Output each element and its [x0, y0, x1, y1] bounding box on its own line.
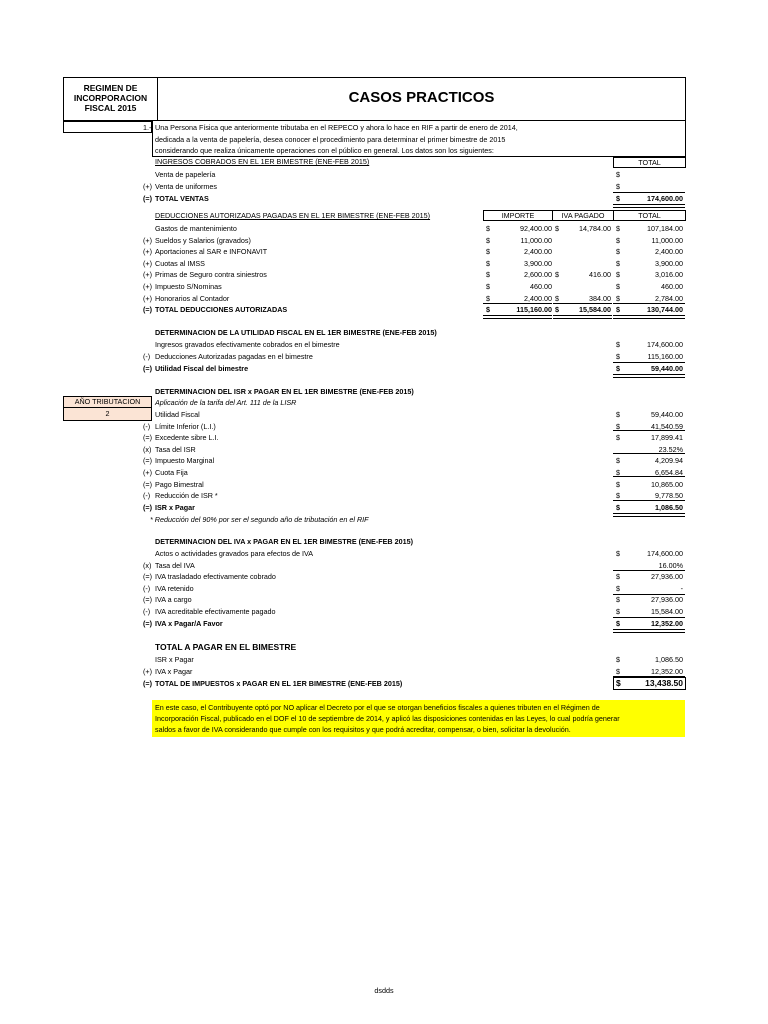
intro-left-border [152, 121, 153, 156]
regimen-line1: REGIMEN DE [83, 83, 138, 93]
deducciones-total-iva: 15,584.00 [579, 305, 611, 314]
iva-row-label: IVA acreditable efectivamente pagado [155, 607, 276, 616]
iva-total-label: IVA x Pagar/A Favor [155, 619, 223, 628]
iva-row-currency: $ [616, 595, 620, 605]
ingresos-row-label: Venta de papelería [155, 170, 216, 179]
isr-total-currency: $ [616, 503, 620, 512]
iva-underline-retenido [613, 594, 685, 595]
page-title: CASOS PRACTICOS [348, 89, 495, 106]
deducciones-total-label: TOTAL DEDUCCIONES AUTORIZADAS [155, 305, 288, 314]
deducciones-double-line-iva [553, 315, 612, 319]
iva-underline-acreditable [613, 617, 685, 618]
utilidad-row-currency: $ [616, 340, 620, 349]
total-pagar-total-label: TOTAL DE IMPUESTOS x PAGAR EN EL 1ER BIMESTRE (ENE-FEB 2015) [155, 679, 403, 688]
deducciones-total-c3: $ [616, 305, 620, 314]
deducciones-row-label: Aportaciones al SAR e INFONAVIT [155, 247, 268, 257]
deducciones-row-importe: 460.00 [530, 282, 552, 291]
iva-row-label: Actos o actividades gravados para efectos de IVA [155, 549, 314, 558]
iva-row-sign: (-) [143, 583, 151, 593]
isr-row-value: 10,865.00 [651, 479, 683, 489]
iva-total-sign: (=) [143, 619, 152, 628]
isr-row-sign: (x) [143, 444, 152, 454]
deducciones-row-importe: 2,600.00 [524, 270, 552, 280]
isr-underline-cuota [613, 476, 685, 477]
total-pagar-row-label: ISR x Pagar [155, 655, 194, 664]
deducciones-total-header: TOTAL [638, 211, 661, 220]
iva-row-currency: $ [616, 583, 620, 593]
deducciones-row-sign: (+) [143, 235, 152, 245]
ingresos-row-label: Venta de uniformes [155, 181, 217, 191]
deducciones-underline-total [613, 303, 685, 304]
utilidad-total-currency: $ [616, 364, 620, 373]
deducciones-row-c3: $ [616, 235, 620, 245]
isr-note: * Reducción del 90% por ser el segundo año de tributación en el RIF [150, 515, 369, 524]
deducciones-double-line-importe [483, 315, 552, 319]
iva-row-value: 15,584.00 [651, 607, 683, 616]
isr-subheading: Aplicación de la tarifa del Art. 111 de la LISR [155, 398, 297, 407]
isr-row-currency: $ [616, 456, 620, 466]
iva-row-sign: (=) [143, 595, 152, 605]
isr-row-value: 41,540.59 [651, 421, 683, 431]
ingresos-underline [613, 192, 685, 193]
deducciones-row-sign: (+) [143, 282, 152, 291]
isr-underline-tasa [613, 453, 685, 454]
ingresos-row-currency: $ [616, 181, 620, 191]
isr-row-value: 9,778.50 [655, 491, 683, 501]
deducciones-row-c1: $ [486, 258, 490, 268]
deducciones-iva-header: IVA PAGADO [561, 211, 605, 220]
isr-row-sign: (-) [143, 491, 151, 501]
utilidad-row-label: Ingresos gravados efectivamente cobrados en el bimestre [155, 340, 340, 349]
deducciones-importe-header: IMPORTE [501, 211, 535, 220]
isr-row-sign: (=) [143, 456, 152, 466]
isr-row-label: Tasa del ISR [155, 444, 196, 454]
iva-row-value: 27,936.00 [651, 595, 683, 605]
total-pagar-row-sign: (+) [143, 666, 152, 676]
isr-underline-reduccion [613, 500, 685, 501]
isr-total-label: ISR x Pagar [155, 503, 195, 512]
deducciones-row-label: Primas de Seguro contra siniestros [155, 270, 267, 280]
isr-row-value: 23.52% [658, 444, 683, 454]
isr-row-currency: $ [616, 421, 620, 431]
utilidad-total-value: 59,440.00 [651, 364, 683, 373]
utilidad-heading: DETERMINACION DE LA UTILIDAD FISCAL EN EL 1ER BIMESTRE (ENE-FEB 2015) [155, 328, 437, 337]
deducciones-row-iva: 14,784.00 [579, 224, 611, 233]
deducciones-heading: DEDUCCIONES AUTORIZADAS PAGADAS EN EL 1ER BIMESTRE (ENE-FEB 2015) [155, 211, 431, 220]
deducciones-row-sign: (+) [143, 270, 152, 280]
iva-row-label: IVA a cargo [155, 595, 192, 605]
iva-row-value: 27,936.00 [651, 572, 683, 582]
iva-row-label: IVA trasladado efectivamente cobrado [155, 572, 276, 582]
deducciones-row-c3: $ [616, 258, 620, 268]
utilidad-row-sign: (-) [143, 351, 151, 361]
conclusion-line2: Incorporación Fiscal, publicado en el DOF el 10 de septiembre de 2014, y aplicó las disposiciones contenidas en las Leyes, lo cual podría generar [155, 714, 620, 723]
ingresos-heading: INGRESOS COBRADOS EN EL 1ER BIMESTRE (ENE-FEB 2015) [155, 157, 370, 166]
deducciones-row-importe: 92,400.00 [520, 224, 552, 233]
footer-text: dsdds [374, 986, 394, 995]
iva-row-value: 174,600.00 [647, 549, 683, 558]
deducciones-row-iva: 384.00 [589, 293, 611, 303]
isr-double-line [613, 513, 685, 517]
isr-row-sign: (=) [143, 479, 152, 489]
ingresos-row-sign: (+) [143, 181, 152, 191]
deducciones-row-importe: 3,900.00 [524, 258, 552, 268]
total-pagar-row-currency: $ [616, 666, 620, 676]
total-pagar-total-value: 13,438.50 [645, 678, 683, 688]
deducciones-row-c1: $ [486, 282, 490, 291]
isr-row-sign: (+) [143, 468, 152, 477]
isr-row-label: Pago Bimestral [155, 479, 204, 489]
total-pagar-row-value: 1,086.50 [655, 655, 683, 664]
ingresos-double-line [613, 204, 685, 208]
isr-row-value: 4,209.94 [655, 456, 683, 466]
utilidad-row-value: 174,600.00 [647, 340, 683, 349]
utilidad-total-sign: (=) [143, 364, 152, 373]
utilidad-row-value: 115,160.00 [647, 351, 683, 361]
deducciones-row-c3: $ [616, 270, 620, 280]
iva-row-sign: (x) [143, 560, 152, 570]
deducciones-row-label: Cuotas al IMSS [155, 258, 205, 268]
isr-row-label: Cuota Fija [155, 468, 188, 477]
deducciones-underline-importe [483, 303, 552, 304]
total-pagar-row-label: IVA x Pagar [155, 666, 193, 676]
deducciones-row-c1: $ [486, 235, 490, 245]
deducciones-row-total: 11,000.00 [651, 235, 683, 245]
iva-row-sign: (=) [143, 572, 152, 582]
isr-row-sign: (=) [143, 433, 152, 443]
total-pagar-heading: TOTAL A PAGAR EN EL BIMESTRE [155, 642, 297, 652]
iva-row-value: - [680, 583, 683, 593]
isr-row-currency: $ [616, 433, 620, 443]
iva-row-currency: $ [616, 607, 620, 616]
intro-right-border [685, 121, 686, 156]
isr-row-label: Impuesto Marginal [155, 456, 215, 466]
deducciones-row-c1: $ [486, 270, 490, 280]
isr-row-value: 17,899.41 [651, 433, 683, 443]
deducciones-row-total: 107,184.00 [647, 224, 683, 233]
total-pagar-total-sign: (=) [143, 679, 152, 688]
ingresos-total-currency: $ [616, 194, 620, 203]
deducciones-total-total: 130,744.00 [647, 305, 683, 314]
deducciones-row-c3: $ [616, 247, 620, 257]
deducciones-total-c1: $ [486, 305, 490, 314]
deducciones-row-c3: $ [616, 224, 620, 233]
isr-row-value: 59,440.00 [651, 410, 683, 419]
deducciones-row-total: 3,016.00 [655, 270, 683, 280]
deducciones-row-c2: $ [555, 224, 559, 233]
deducciones-row-c2: $ [555, 270, 559, 280]
ingresos-row-currency: $ [616, 170, 620, 179]
utilidad-double-line [613, 374, 685, 378]
ingresos-total-value: 174,600.00 [647, 194, 683, 203]
deducciones-row-label: Gastos de mantenimiento [155, 224, 237, 233]
iva-row-label: Tasa del IVA [155, 560, 195, 570]
conclusion-line1: En este caso, el Contribuyente optó por NO aplicar el Decreto por el que se otorgan beneficios fiscales a quienes tributen en el Régimen de [155, 703, 600, 712]
total-pagar-row-value: 12,352.00 [651, 666, 683, 676]
deducciones-row-sign: (+) [143, 258, 152, 268]
iva-double-line [613, 629, 685, 633]
ano-tributacion-label: AÑO TRIBUTACION [74, 397, 141, 406]
deducciones-row-total: 2,400.00 [655, 247, 683, 257]
regimen-line3: FISCAL 2015 [84, 103, 137, 113]
utilidad-row-label: Deducciones Autorizadas pagadas en el bimestre [155, 351, 313, 361]
deducciones-row-label: Honorarios al Contador [155, 293, 230, 303]
isr-row-label: Límite Inferior (L.I.) [155, 421, 216, 431]
deducciones-total-importe: 115,160.00 [516, 305, 552, 314]
iva-row-currency: $ [616, 549, 620, 558]
isr-row-label: Utilidad Fiscal [155, 410, 200, 419]
deducciones-row-label: Sueldos y Salarios (gravados) [155, 235, 251, 245]
deducciones-total-c2: $ [555, 305, 559, 314]
intro-line3: considerando que realiza únicamente operaciones con el público en general. Los datos son los siguientes: [155, 146, 494, 155]
iva-total-value: 12,352.00 [651, 619, 683, 628]
deducciones-row-sign: (+) [143, 247, 152, 257]
deducciones-double-line-total [613, 315, 685, 319]
ingresos-total-label: TOTAL VENTAS [155, 194, 209, 203]
deducciones-total-sign: (=) [143, 305, 152, 314]
isr-row-currency: $ [616, 468, 620, 477]
iva-row-currency: $ [616, 572, 620, 582]
isr-row-label: Excedente sibre L.I. [155, 433, 219, 443]
intro-number: 1.- [143, 123, 152, 132]
deducciones-row-c1: $ [486, 293, 490, 303]
deducciones-row-importe: 2,400.00 [524, 247, 552, 257]
intro-line1: Una Persona Física que anteriormente tributaba en el REPECO y ahora lo hace en RIF a partir de enero de 2014, [155, 123, 518, 132]
iva-total-currency: $ [616, 619, 620, 628]
isr-row-label: Reducción de ISR * [155, 491, 218, 501]
deducciones-row-c1: $ [486, 224, 490, 233]
deducciones-underline-iva [553, 303, 612, 304]
isr-total-sign: (=) [143, 503, 152, 512]
deducciones-row-importe: 2,400.00 [524, 293, 552, 303]
deducciones-row-c3: $ [616, 282, 620, 291]
iva-row-sign: (-) [143, 607, 151, 616]
deducciones-row-c1: $ [486, 247, 490, 257]
regimen-sub-box [63, 121, 152, 133]
deducciones-row-iva: 416.00 [589, 270, 611, 280]
ingresos-total-sign: (=) [143, 194, 152, 203]
total-pagar-row-currency: $ [616, 655, 620, 664]
utilidad-total-label: Utilidad Fiscal del bimestre [155, 364, 249, 373]
iva-row-value: 16.00% [658, 560, 683, 570]
iva-row-label: IVA retenido [155, 583, 194, 593]
isr-row-value: 6,654.84 [655, 468, 683, 477]
deducciones-row-sign: (+) [143, 293, 152, 303]
isr-underline-li [613, 430, 685, 431]
ingresos-total-header: TOTAL [638, 158, 661, 167]
deducciones-row-importe: 11,000.00 [520, 235, 552, 245]
utilidad-underline [613, 362, 685, 363]
utilidad-row-currency: $ [616, 351, 620, 361]
conclusion-line3: saldos a favor de IVA considerando que cumple con los requisitos y que podrá acreditar, compensar, o bien, solicitar la devolución. [155, 725, 571, 734]
deducciones-row-c2: $ [555, 293, 559, 303]
isr-row-sign: (-) [143, 421, 151, 431]
isr-heading: DETERMINACION DEL ISR x PAGAR EN EL 1ER BIMESTRE (ENE-FEB 2015) [155, 387, 414, 396]
iva-heading: DETERMINACION DEL IVA x PAGAR EN EL 1ER BIMESTRE (ENE-FEB 2015) [155, 537, 413, 546]
intro-line2: dedicada a la venta de papelería, desea conocer el procedimiento para determinar el primer bimestre de 2015 [155, 135, 506, 144]
isr-row-currency: $ [616, 479, 620, 489]
ano-tributacion-value: 2 [105, 409, 110, 418]
deducciones-row-total: 2,784.00 [655, 293, 683, 303]
deducciones-row-c3: $ [616, 293, 620, 303]
deducciones-row-label: Impuesto S/Nominas [155, 282, 222, 291]
regimen-line2: INCORPORACION [73, 93, 148, 103]
total-pagar-total-currency: $ [616, 678, 621, 688]
isr-total-value: 1,086.50 [655, 503, 683, 512]
isr-row-currency: $ [616, 491, 620, 501]
isr-row-currency: $ [616, 410, 620, 419]
iva-underline-tasa [613, 570, 685, 571]
deducciones-row-total: 460.00 [661, 282, 683, 291]
deducciones-row-total: 3,900.00 [655, 258, 683, 268]
